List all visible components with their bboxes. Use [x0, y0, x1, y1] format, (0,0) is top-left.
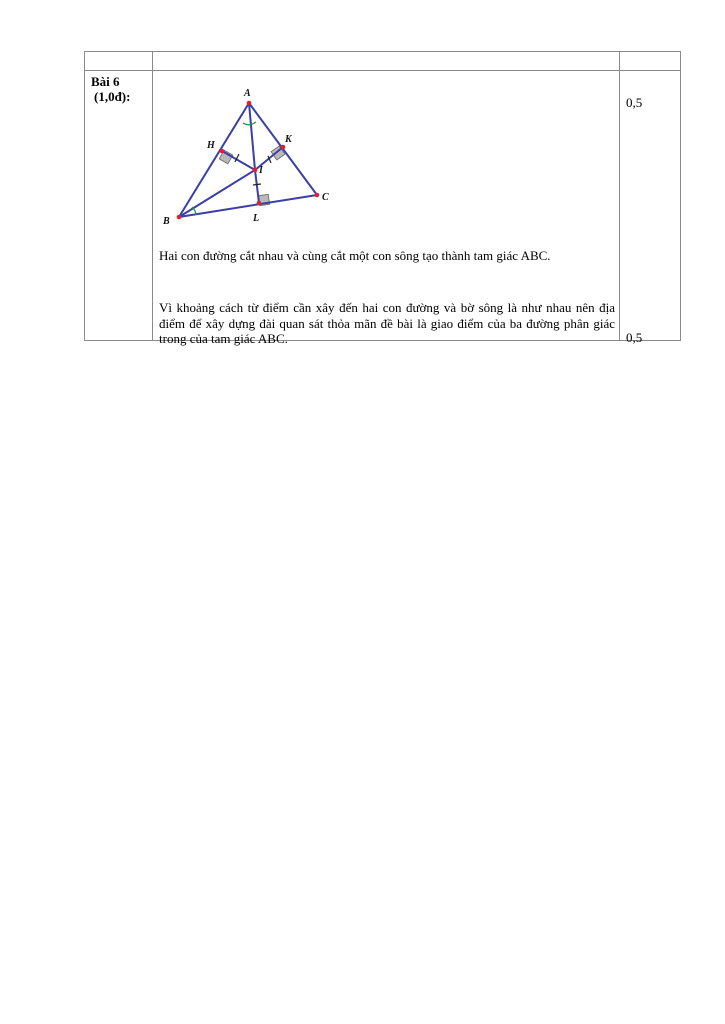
label-i: I — [259, 165, 263, 176]
label-a: A — [244, 88, 251, 99]
label-k: K — [285, 134, 292, 145]
solution-paragraph-1: Hai con đường cắt nhau và cùng cắt một con sông tạo thành tam giác ABC. — [159, 248, 551, 263]
answer-table — [84, 51, 681, 346]
problem-label-cell — [85, 71, 153, 341]
problem-points: (1,0đ): — [94, 89, 131, 104]
solution-paragraph-2: Vì khoảng cách từ điểm cần xây đến hai con đường và bờ sông là như nhau nên địa điểm để xây dựng đài quan sát thỏa mãn đề bài là giao điểm của ba đường phân giác trong của tam giác ABC. — [159, 300, 615, 346]
problem-title: Bài 6 — [91, 74, 120, 89]
header-cell-2 — [153, 52, 620, 71]
vertex-dot-c — [315, 193, 320, 198]
vertex-dot-k — [281, 145, 286, 150]
angle-mark-a — [243, 122, 256, 125]
table-header-row — [85, 52, 681, 71]
solution-cell — [153, 71, 620, 346]
triangle-figure — [159, 74, 349, 224]
vertex-dot-a — [247, 101, 252, 106]
vertex-dot-l — [257, 201, 262, 206]
label-c: C — [322, 192, 329, 203]
side-bc — [179, 195, 317, 217]
table-row-bai-6 — [85, 71, 681, 341]
score-cell — [620, 71, 681, 345]
vertex-dot-i — [253, 168, 258, 173]
tick-il — [253, 184, 261, 185]
header-cell-1 — [85, 52, 153, 71]
score-2: 0,5 — [626, 330, 643, 345]
label-l: L — [253, 213, 260, 224]
label-h: H — [207, 140, 215, 151]
label-b: B — [163, 216, 170, 224]
score-1: 0,5 — [626, 95, 643, 110]
header-cell-3 — [620, 52, 681, 71]
vertex-dot-b — [177, 215, 182, 220]
vertex-dot-h — [220, 149, 225, 154]
bisector-ai — [249, 103, 255, 170]
